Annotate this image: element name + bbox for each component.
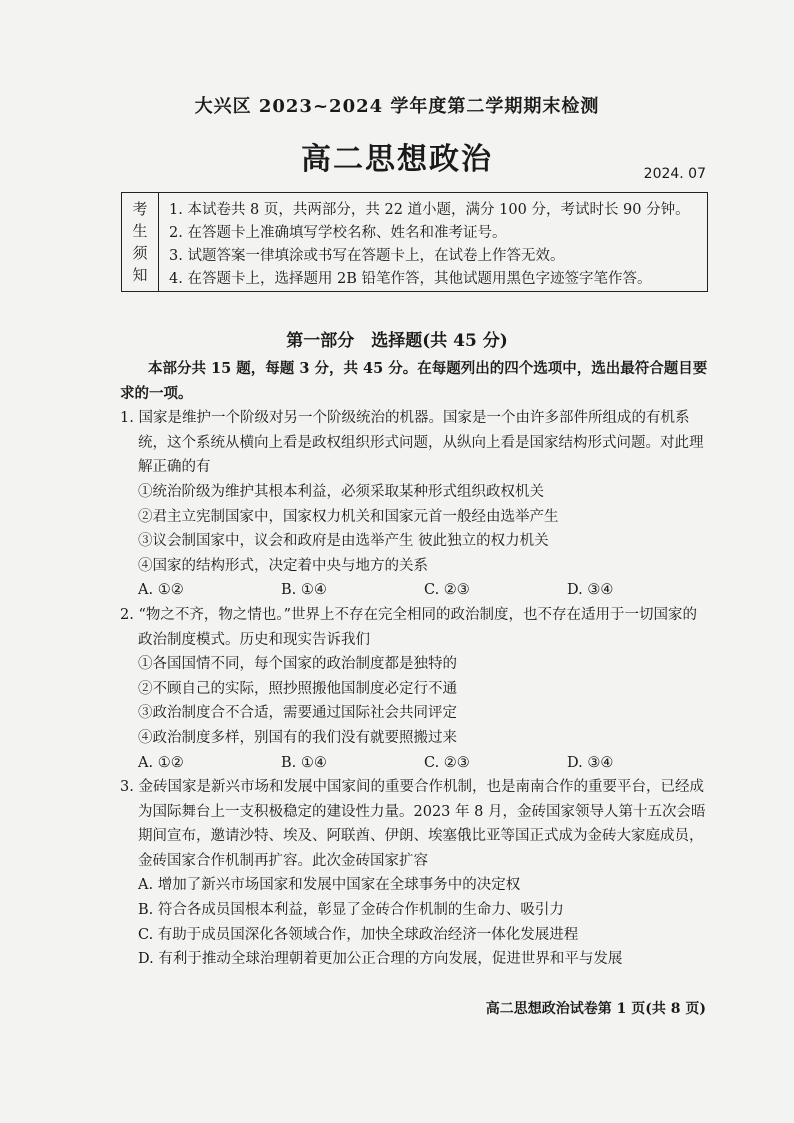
choice: B. ①④ (281, 754, 327, 771)
statement: ②君主立宪制国家中，国家权力机关和国家元首一般经由选举产生 (138, 508, 559, 525)
option: D. 有利于推动全球治理朝着更加公正合理的方向发展，促进世界和平与发展 (138, 951, 623, 968)
statement: ③议会制国家中，议会和政府是由选举产生 彼此独立的权力机关 (138, 533, 549, 550)
question-3 (120, 775, 710, 972)
candidate-notice-box (121, 192, 708, 292)
choice: C. ②③ (424, 754, 470, 771)
choice: A. ①② (138, 582, 184, 599)
choice: B. ①④ (281, 582, 327, 599)
notice-item: 2. 在答题卡上准确填写学校名称、姓名和准考证号。 (169, 225, 507, 241)
statement: ①统治阶级为维护其根本利益，必须采取某种形式组织政权机关 (138, 483, 544, 500)
notice-label-char: 考 (132, 200, 148, 218)
question-2 (120, 603, 710, 775)
choice: C. ②③ (424, 582, 470, 599)
notice-label-char: 生 (132, 222, 148, 240)
statement: ①各国国情不同，每个国家的政治制度都是独特的 (138, 656, 457, 673)
section-intro: 本部分共 15 题，每题 3 分，共 45 分。在每题列出的四个选项中，选出最符合题目要求的一项。 (120, 360, 708, 402)
notice-item: 4. 在答题卡上，选择题用 2B 铅笔作答，其他试题用黑色字迹签字笔作答。 (169, 271, 652, 287)
questions-area (120, 357, 710, 972)
question-stem: 2. “物之不齐，物之情也。”世界上不存在完全相同的政治制度，也不存在适用于一切国家的政治制度模式。历史和现实告诉我们 (120, 606, 698, 648)
answer-choices (120, 751, 710, 776)
answer-choices (120, 578, 710, 603)
section-title: 第一部分 选择题(共 45 分) (286, 331, 508, 351)
statement: ④政治制度多样，别国有的我们没有就要照搬过来 (138, 729, 457, 746)
notice-label (122, 193, 159, 291)
choice: A. ①② (138, 754, 184, 771)
page-title: 高二思想政治 (301, 142, 493, 177)
notice-items (159, 193, 707, 291)
question-stem: 1. 国家是维护一个阶级对另一个阶级统治的机器。国家是一个由许多部件所组成的有机系统，这个系统从横向上看是政权组织形式问题，从纵向上看是国家结构形式问题。对此理解正确的有 (120, 410, 704, 476)
option: C. 有助于成员国深化各领域合作，加快全球政治经济一体化发展进程 (138, 926, 579, 943)
notice-item: 3. 试题答案一律填涂或书写在答题卡上，在试卷上作答无效。 (169, 248, 565, 264)
question-stem: 3. 金砖国家是新兴市场和发展中国家间的重要合作机制，也是南南合作的重要平台，已经成为国际舞台上一支积极稳定的建设性力量。2023 年 8 月，金砖国家领导人第十五次会晤期间宣布，邀请沙特、埃及、阿联酋、伊朗、埃塞俄比亚等国正式成为金砖大家庭成员，金砖国家合作机制再扩容。此次金砖国家扩容 (120, 779, 706, 869)
question-1 (120, 406, 710, 603)
statement: ③政治制度合不合适，需要通过国际社会共同评定 (138, 705, 457, 722)
page-footer: 高二思想政治试卷第 1 页(共 8 页) (485, 1001, 706, 1017)
exam-date: 2024. 07 (643, 166, 706, 182)
option: B. 符合各成员国根本利益，彰显了金砖合作机制的生命力、吸引力 (138, 902, 564, 919)
choice: D. ③④ (567, 582, 614, 599)
exam-header: 大兴区 2023~2024 学年度第二学期期末检测 (194, 96, 600, 117)
notice-item: 1. 本试卷共 8 页，共两部分，共 22 道小题，满分 100 分，考试时长 90 分钟。 (169, 202, 690, 218)
option: A. 增加了新兴市场国家和发展中国家在全球事务中的决定权 (138, 877, 521, 894)
statement: ②不顾自己的实际，照抄照搬他国制度必定行不通 (138, 680, 457, 697)
notice-label-char: 须 (132, 244, 148, 262)
statement: ④国家的结构形式，决定着中央与地方的关系 (138, 557, 428, 574)
choice: D. ③④ (567, 754, 614, 771)
notice-label-char: 知 (132, 266, 148, 284)
